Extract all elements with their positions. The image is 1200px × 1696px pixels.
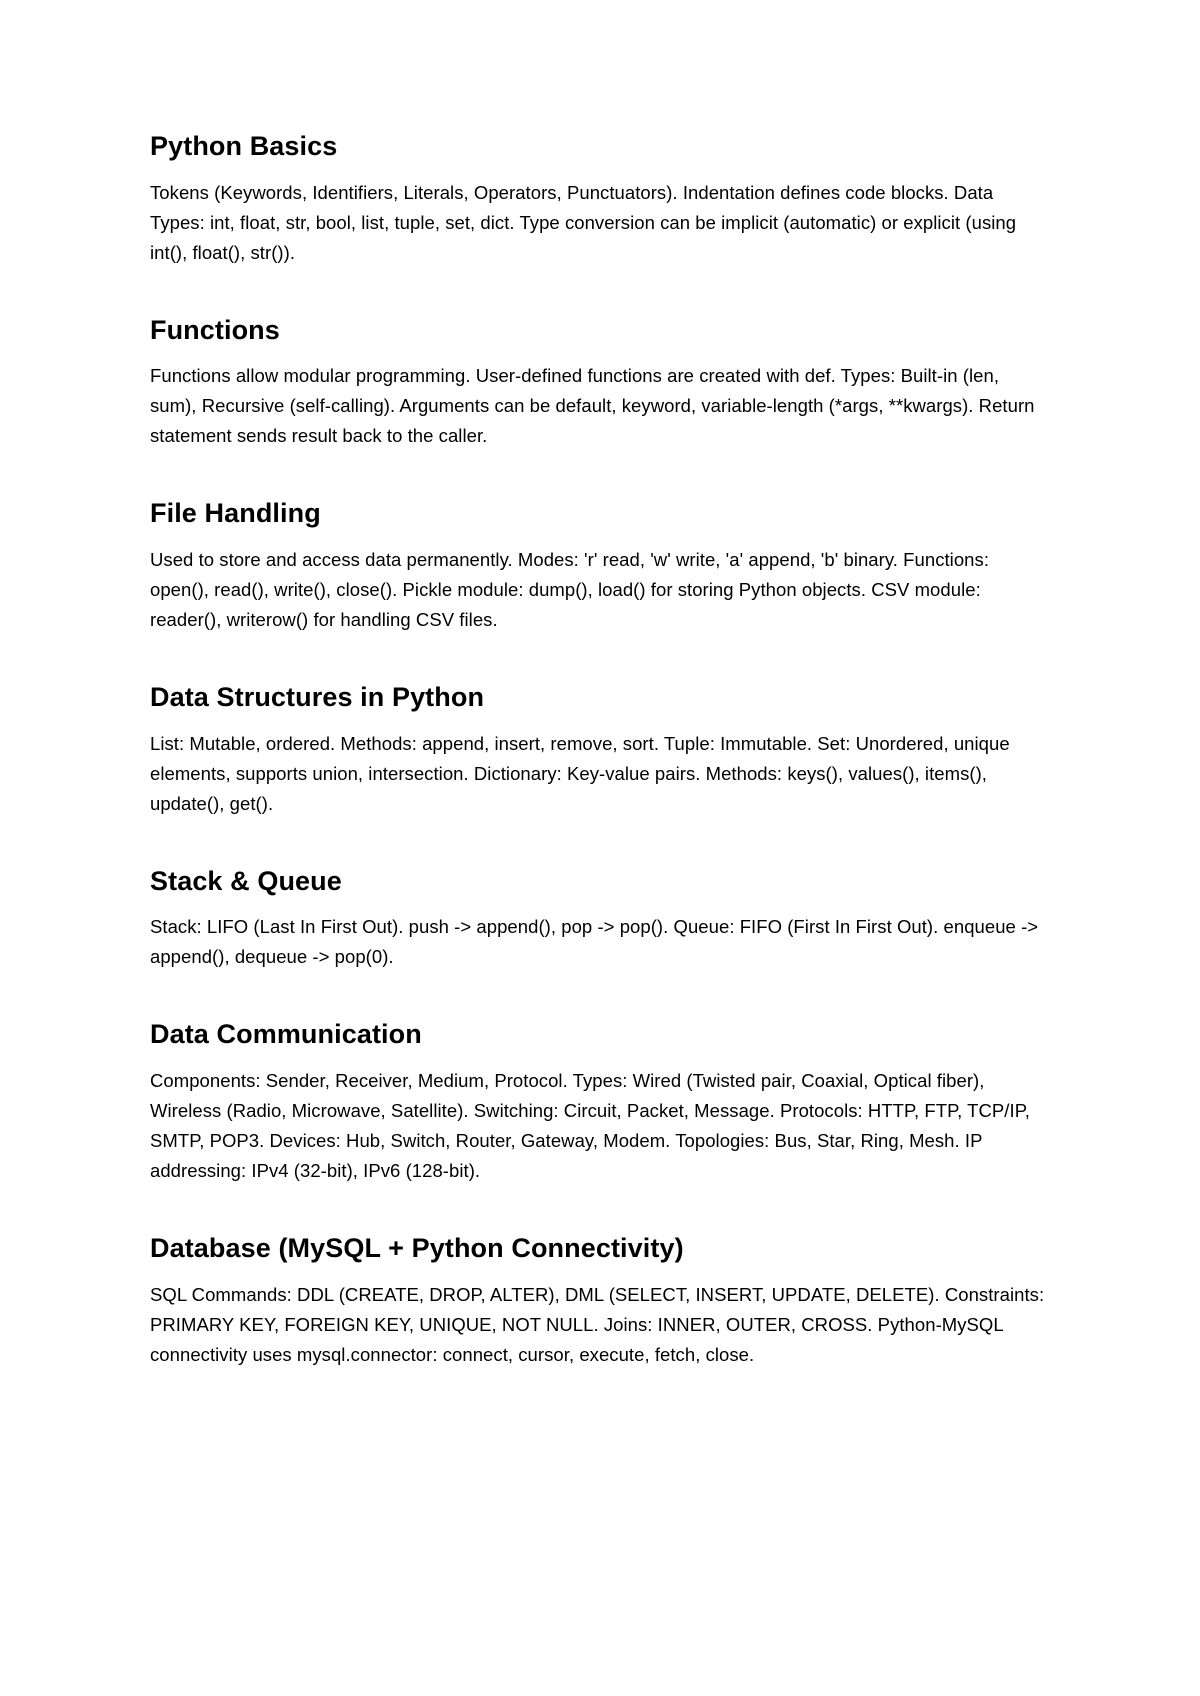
section-heading: Database (MySQL + Python Connectivity): [150, 1232, 684, 1263]
section-database: [150, 1232, 1050, 1370]
section-heading: Data Communication: [150, 1019, 422, 1050]
section-body: Used to store and access data permanently. Modes: 'r' read, 'w' write, 'a' append, 'b' binary. Functions: open(), read(), write(), close(). Pickle module: dump(), load() for storing Python objects. CSV module: reader(), writerow() for handling CSV files.: [150, 549, 990, 630]
section-heading: Stack & Queue: [150, 865, 342, 896]
document-content: [150, 130, 1050, 1370]
section-stack-queue: [150, 865, 1050, 973]
section-heading: Data Structures in Python: [150, 681, 485, 712]
section-python-basics: [150, 130, 1050, 268]
section-body: Components: Sender, Receiver, Medium, Protocol. Types: Wired (Twisted pair, Coaxial, Optical fiber), Wireless (Radio, Microwave, Satellite). Switching: Circuit, Packet, Message. Protocols: HTTP, FTP, TCP/IP, SMTP, POP3. Devices: Hub, Switch, Router, Gateway, Modem. Topologies: Bus, Star, Ring, Mesh. IP addressing: IPv4 (32-bit), IPv6 (128-bit).: [150, 1070, 1030, 1181]
section-body: Tokens (Keywords, Identifiers, Literals, Operators, Punctuators). Indentation defines code blocks. Data Types: int, float, str, bool, list, tuple, set, dict. Type conversion can be implicit (automatic) or explicit (using int(), float(), str()).: [150, 181, 1017, 263]
section-body: Functions allow modular programming. User-defined functions are created with def. Types: Built-in (len, sum), Recursive (self-calling). Arguments can be default, keyword, variable-length (*args, **kwargs). Return statement sends result back to the caller.: [150, 365, 1035, 447]
section-heading: File Handling: [150, 498, 321, 529]
section-body: SQL Commands: DDL (CREATE, DROP, ALTER), DML (SELECT, INSERT, UPDATE, DELETE). Constraints: PRIMARY KEY, FOREIGN KEY, UNIQUE, NOT NULL. Joins: INNER, OUTER, CROSS. Python-MySQL connectivity uses mysql.connector: connect, cursor, execute, fetch, close.: [150, 1283, 1045, 1365]
section-heading: Functions: [150, 314, 280, 345]
section-heading: Python Basics: [150, 131, 338, 161]
section-file-handling: [150, 497, 1050, 635]
section-data-communication: [150, 1018, 1050, 1186]
section-body: List: Mutable, ordered. Methods: append, insert, remove, sort. Tuple: Immutable. Set: Unordered, unique elements, supports union, intersection. Dictionary: Key-value pairs. Methods: keys(), values(), items(), update(), get().: [150, 732, 1010, 814]
section-data-structures: [150, 681, 1050, 819]
section-functions: [150, 314, 1050, 452]
section-body: Stack: LIFO (Last In First Out). push -> append(), pop -> pop(). Queue: FIFO (First In First Out). enqueue -> append(), dequeue -> pop(0).: [150, 916, 1039, 968]
